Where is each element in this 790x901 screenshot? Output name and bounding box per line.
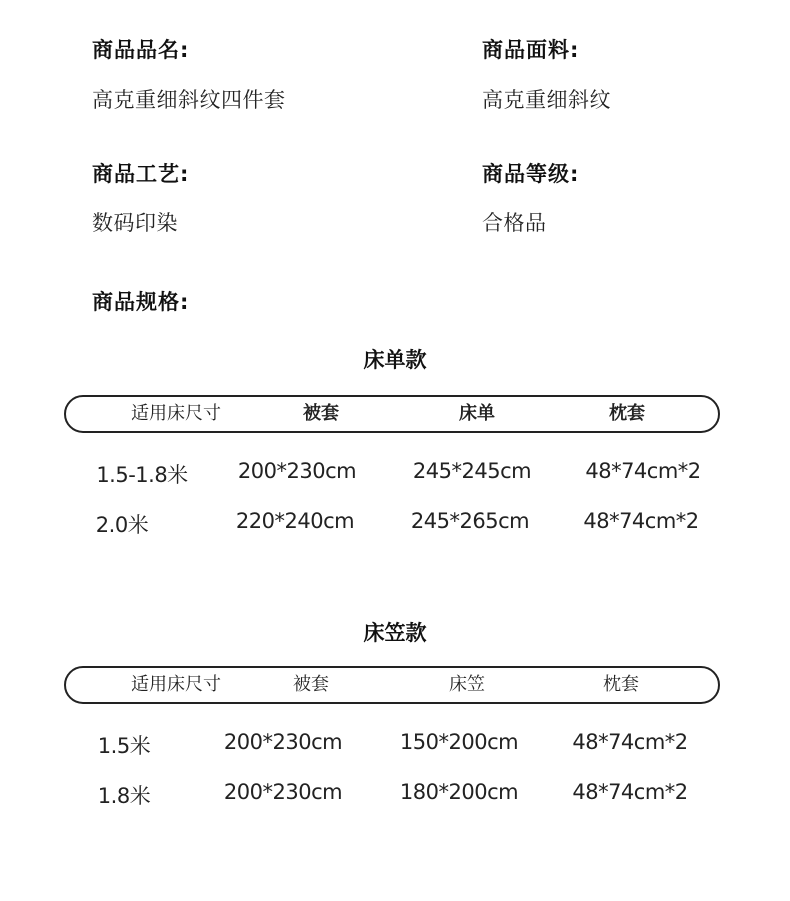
cell-pillowcase: 48*74cm*2 — [585, 459, 701, 483]
product-fabric-label: 商品面料: — [482, 38, 580, 62]
cell-bed-sheet: 245*245cm — [412, 459, 532, 483]
sheet-table-header — [64, 395, 720, 433]
cell-pillowcase: 48*74cm*2 — [572, 730, 688, 754]
fitted-table-title: 床笠款 — [363, 621, 427, 645]
cell-duvet-cover: 220*240cm — [235, 509, 355, 533]
cell-duvet-cover: 200*230cm — [237, 459, 357, 483]
product-grade-value: 合格品 — [482, 211, 547, 235]
product-spec-label: 商品规格: — [92, 290, 190, 314]
cell-duvet-cover: 200*230cm — [223, 730, 343, 754]
cell-fitted-sheet: 150*200cm — [399, 730, 519, 754]
cell-fitted-sheet: 180*200cm — [399, 780, 519, 804]
header-bed-size: 适用床尺寸 — [131, 674, 221, 695]
cell-bed-sheet: 245*265cm — [410, 509, 530, 533]
product-name-label: 商品品名: — [92, 38, 190, 62]
sheet-table-title: 床单款 — [363, 348, 427, 372]
product-grade-label: 商品等级: — [482, 162, 580, 186]
product-craft-value: 数码印染 — [92, 211, 178, 235]
product-fabric-value: 高克重细斜纹 — [482, 88, 611, 112]
header-duvet-cover: 被套 — [303, 403, 339, 424]
cell-duvet-cover: 200*230cm — [223, 780, 343, 804]
cell-bed-size: 2.0米 — [95, 513, 149, 537]
cell-pillowcase: 48*74cm*2 — [583, 509, 699, 533]
cell-bed-size: 1.5米 — [97, 734, 151, 758]
header-pillowcase: 枕套 — [603, 674, 639, 695]
cell-bed-size: 1.8米 — [97, 784, 151, 808]
header-fitted-sheet: 床笠 — [449, 674, 485, 695]
fitted-table-header — [64, 666, 720, 704]
cell-bed-size: 1.5-1.8米 — [96, 463, 188, 487]
cell-pillowcase: 48*74cm*2 — [572, 780, 688, 804]
header-bed-sheet: 床单 — [459, 403, 495, 424]
product-name-value: 高克重细斜纹四件套 — [92, 88, 286, 112]
header-pillowcase: 枕套 — [609, 403, 645, 424]
header-duvet-cover: 被套 — [293, 674, 329, 695]
header-bed-size: 适用床尺寸 — [131, 403, 221, 424]
product-craft-label: 商品工艺: — [92, 162, 190, 186]
